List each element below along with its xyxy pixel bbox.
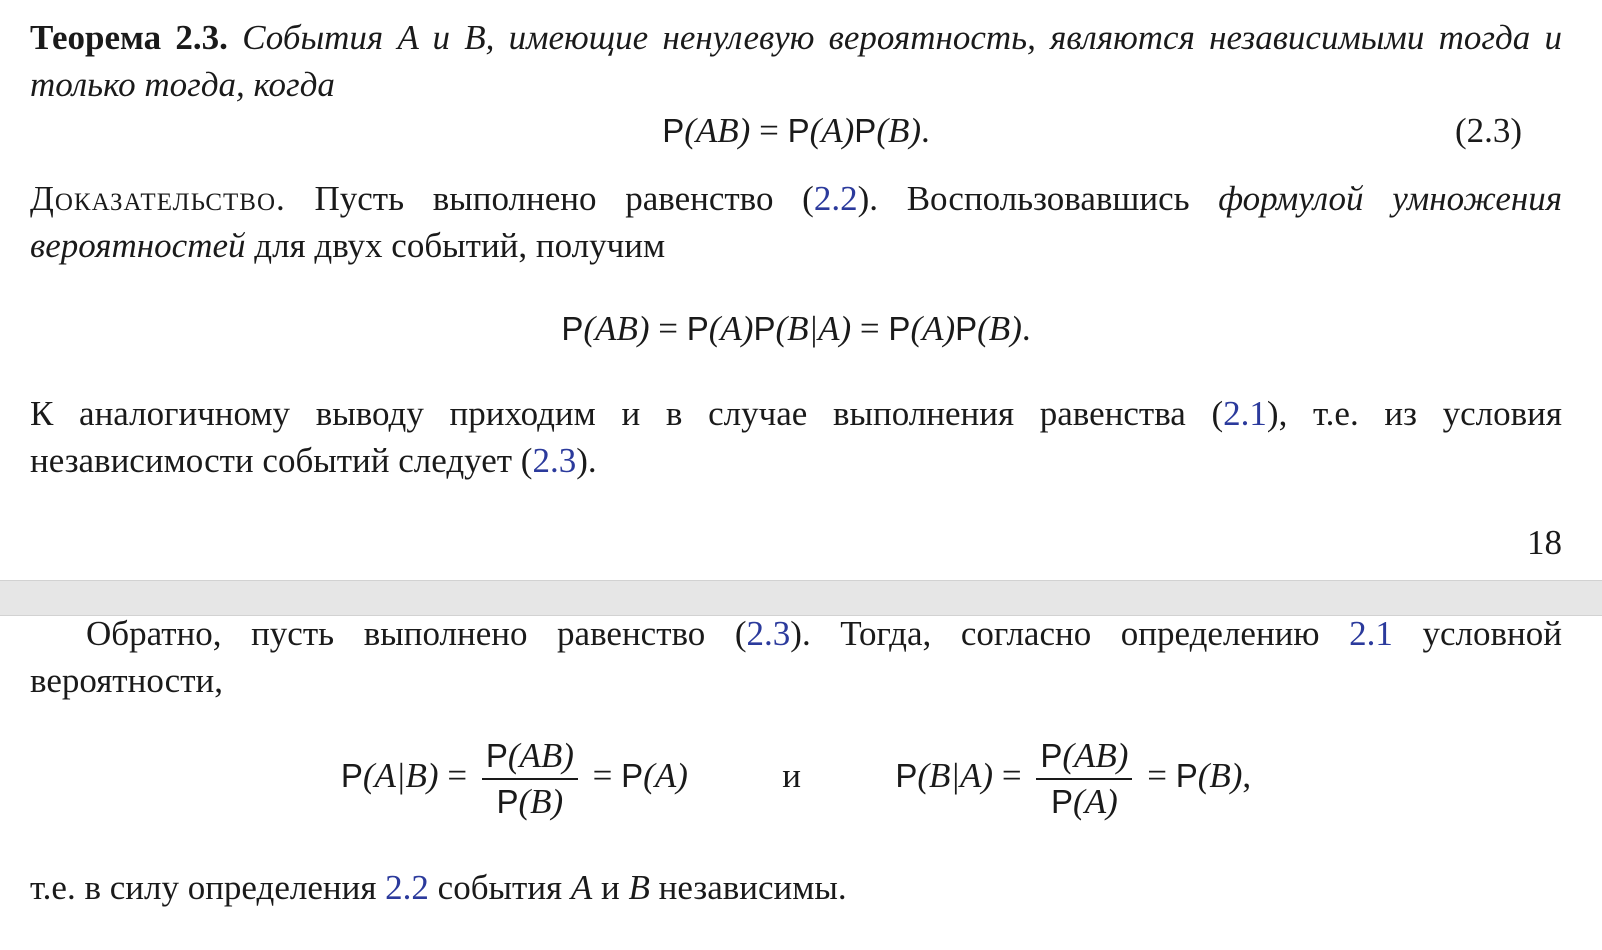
prob-symbol: P xyxy=(662,112,685,149)
fraction-denominator: (A) xyxy=(1073,782,1118,821)
proof-label: Доказательство. xyxy=(30,179,286,218)
ref-link-2-2[interactable]: 2.2 xyxy=(813,179,858,218)
ref-link-def-2-1[interactable]: 2.1 xyxy=(1349,614,1393,653)
equals-sign: = xyxy=(649,309,687,348)
ref-link-2-3[interactable]: 2.3 xyxy=(532,441,577,480)
eq-term: (B) xyxy=(977,309,1022,348)
body-text: и xyxy=(592,868,629,907)
proof-text: ). Воспользовавшись xyxy=(857,179,1219,218)
fraction-numerator: (AB) xyxy=(1062,736,1129,775)
proof-text: Пусть выполнено равенство ( xyxy=(285,179,814,218)
ref-link-2-3[interactable]: 2.3 xyxy=(746,614,791,653)
event-var: B xyxy=(628,868,650,907)
body-text: ), т.е. из условия независимости событий следует ( xyxy=(30,394,1562,480)
proof-paragraph xyxy=(30,175,1562,269)
page-number: 18 xyxy=(1527,523,1562,562)
prob-symbol: P xyxy=(340,757,363,795)
eq-term: (A|B) xyxy=(362,756,439,796)
eq-term: (B) xyxy=(876,111,922,150)
fraction-numerator: (AB) xyxy=(507,736,574,775)
equals-sign: = xyxy=(851,309,889,348)
event-var: A xyxy=(570,868,593,907)
equals-sign: = xyxy=(1138,756,1176,796)
equation-number: (2.3) xyxy=(1454,111,1522,150)
prob-symbol: P xyxy=(686,310,709,347)
prob-symbol: P xyxy=(888,310,911,347)
prob-symbol: P xyxy=(1175,757,1198,795)
equation-2-3 xyxy=(30,107,1562,154)
equals-sign: = xyxy=(583,756,622,796)
body-text: события xyxy=(428,868,571,907)
prob-symbol: P xyxy=(753,310,776,347)
eq-punct: . xyxy=(921,111,930,150)
body-text: ). Тогда, согласно определению xyxy=(790,614,1350,653)
prob-symbol: P xyxy=(895,757,918,795)
theorem-statement: События A и B, имеющие ненулевую вероятность, являются независимыми тогда и только тогда, когда xyxy=(30,18,1563,104)
eq-punct: . xyxy=(1021,309,1031,348)
conditional-equations xyxy=(30,734,1562,824)
prob-symbol: P xyxy=(1051,783,1074,820)
body-text: К аналогичному выводу приходим и в случае выполнения равенства ( xyxy=(30,394,1224,433)
page-19 xyxy=(0,616,1602,950)
conclusion-paragraph xyxy=(30,864,1562,911)
prob-symbol: P xyxy=(485,737,508,774)
theorem-2-3 xyxy=(30,14,1562,108)
eq-term: (A) xyxy=(708,309,754,348)
fraction xyxy=(1036,734,1132,824)
proof-term: формулой умножения вероятностей xyxy=(30,179,1563,265)
eq-term: (B|A) xyxy=(917,756,994,796)
equals-sign: = xyxy=(750,111,788,150)
conjunction: и xyxy=(782,756,801,796)
body-text: независимы. xyxy=(649,868,847,907)
fraction xyxy=(482,734,578,824)
prob-symbol: P xyxy=(1040,737,1063,774)
eq-term: (AB) xyxy=(684,111,751,150)
eq-term: (AB) xyxy=(583,309,650,348)
eq-term: (B|A) xyxy=(775,309,852,348)
body-text: ). xyxy=(576,441,597,480)
equation-chain xyxy=(30,305,1562,352)
body-text: условной вероятности, xyxy=(30,614,1562,700)
theorem-label: Теорема 2.3. xyxy=(30,18,228,57)
ref-link-2-1[interactable]: 2.1 xyxy=(1223,394,1267,433)
fraction-denominator: (B) xyxy=(518,782,564,821)
prob-symbol: P xyxy=(496,783,519,820)
converse-paragraph xyxy=(30,610,1562,704)
body-text: т.е. в силу определения xyxy=(30,868,386,907)
equals-sign: = xyxy=(993,756,1031,796)
eq-term: (A) xyxy=(643,756,688,796)
eq-term: (A) xyxy=(809,111,855,150)
ref-link-def-2-2[interactable]: 2.2 xyxy=(385,868,429,907)
prob-symbol: P xyxy=(955,310,978,347)
eq-term: (B) xyxy=(1197,756,1243,796)
proof-text: для двух событий, получим xyxy=(245,226,666,265)
prob-symbol: P xyxy=(561,310,584,347)
analog-paragraph xyxy=(30,390,1562,484)
eq-term: (A) xyxy=(910,309,956,348)
eq-punct: , xyxy=(1242,756,1252,796)
prob-symbol: P xyxy=(787,112,810,149)
prob-symbol: P xyxy=(854,112,877,149)
prob-symbol: P xyxy=(621,757,644,795)
body-text: Обратно, пусть выполнено равенство ( xyxy=(86,614,747,653)
equals-sign: = xyxy=(438,756,476,796)
